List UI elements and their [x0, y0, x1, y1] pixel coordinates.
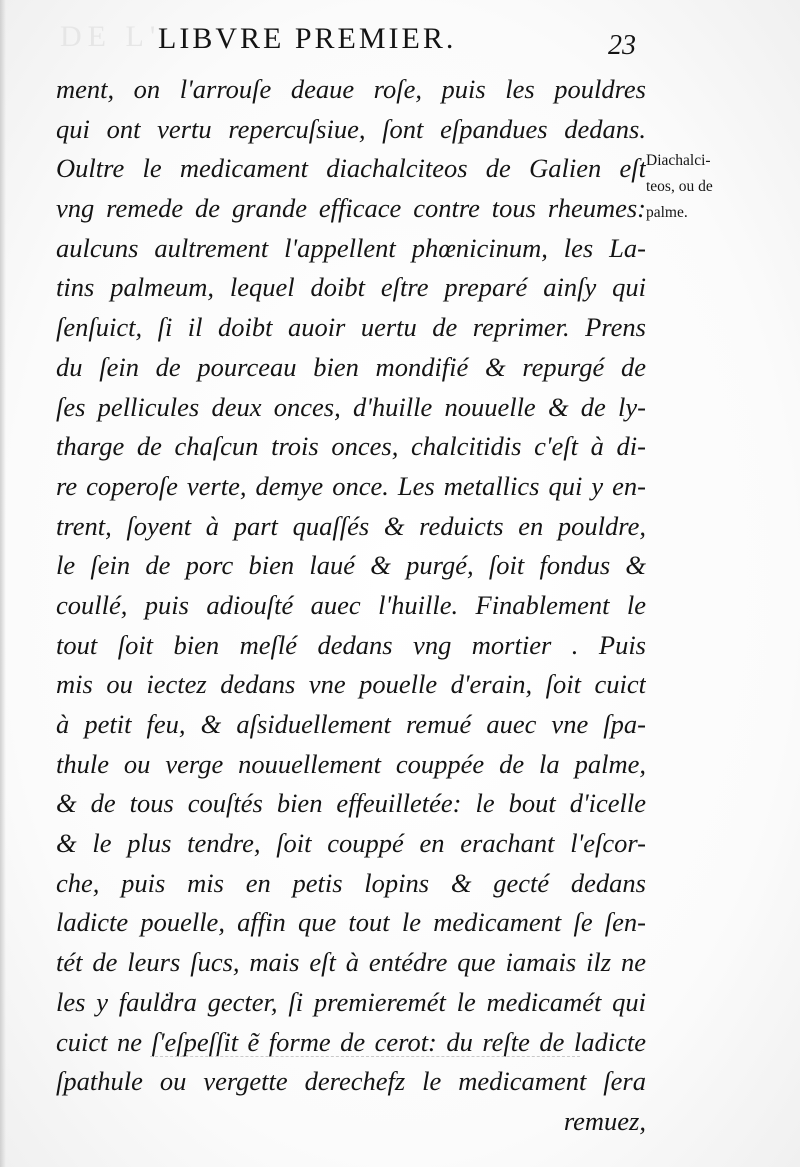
text-line: trent, ſoyent à part quaſſés & reduicts en pouldre, [56, 510, 646, 541]
text-line: & le plus tendre, ſoit couppé en erachant l'eſcor- [56, 828, 646, 859]
text-line: & de tous couſtés bien effeuilletée: le bout d'icelle [56, 788, 646, 819]
text-line: tout ſoit bien meſlé dedans vng mortier . Puis [56, 629, 646, 660]
body-text [56, 70, 646, 1142]
text-line: le ſein de porc bien laué & purgé, ſoit fondus & [56, 550, 646, 581]
catchword: remuez, [563, 1105, 646, 1136]
text-line: à petit feu, & aſsiduellement remué auec vne ſpa- [56, 709, 646, 739]
text-line: ment, on l'arrouſe deaue roſe, puis les pouldres [56, 74, 646, 104]
text-line: qui ont vertu repercuſsiue, ſont eſpandues dedans. [56, 113, 646, 144]
text-line: Oultre le medicament diachalciteos de Galien eſt [56, 153, 646, 184]
text-line: che, puis mis en petis lopins & gecté dedans [56, 867, 646, 898]
text-line: les y faulḋra gecter, ſi premieremét le medicamét qui [56, 986, 646, 1017]
bleed-through-text: DE L' [60, 20, 162, 53]
text-line: vng remede de grande efficace contre tous rheumes: [56, 193, 646, 224]
text-line: du ſein de pourceau bien mondifié & repurgé de [56, 351, 646, 382]
text-line: aulcuns aultrement l'appellent phœnicinum, les La- [56, 232, 646, 263]
text-line: tharge de chaſcun trois onces, chalcitidis c'eſt à di- [56, 431, 646, 462]
text-line: tins palmeum, lequel doibt eſtre preparé ainſy qui [56, 272, 646, 303]
text-line: mis ou iectez dedans vne pouelle d'erain, ſoit cuict [56, 669, 646, 700]
text-line: tét de leurs ſucs, mais eſt à entédre que iamais ilz ne [56, 947, 646, 978]
running-title: LIBVRE PREMIER. [158, 22, 457, 55]
text-line: thule ou verge nouuellement couppée de la palme, [56, 748, 646, 779]
text-line: ladicte pouelle, affin que tout le medicament ſe ſen- [56, 907, 646, 938]
text-line: re coperoſe verte, demye once. Les metallics qui y en- [56, 470, 646, 501]
text-line: ſpathule ou vergette derechefz le medicament ſera [56, 1066, 646, 1097]
margin-note-line: palme. [646, 204, 688, 221]
faint-rule [150, 1056, 580, 1057]
text-line: ſes pellicules deux onces, d'huille nouuelle & de ly- [56, 391, 646, 422]
margin-note [646, 148, 796, 226]
text-line: coullé, puis adiouſté auec l'huille. Finablement le [56, 589, 646, 620]
text-line: cuict ne ſ'eſpeſſit ẽ forme de cerot: du reſte de ladicte [56, 1026, 646, 1057]
page-number: 23 [608, 30, 636, 61]
text-line: ſenſuict, ſi il doibt auoir uertu de reprimer. Prens [56, 312, 646, 343]
margin-note-line: teos, ou de [646, 178, 713, 195]
margin-note-line: Diachalci- [646, 152, 711, 169]
page-gutter-shadow [0, 0, 6, 1167]
